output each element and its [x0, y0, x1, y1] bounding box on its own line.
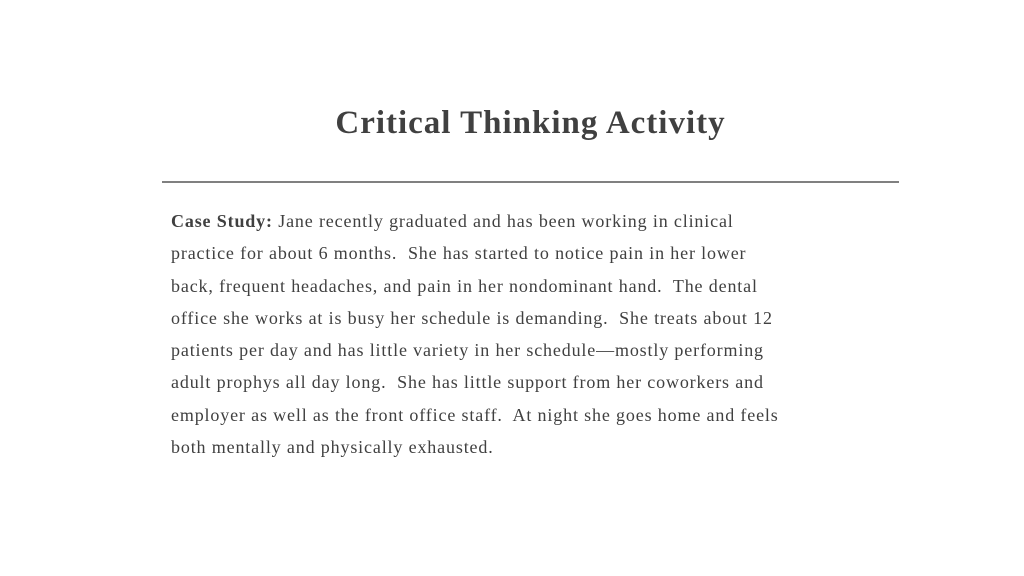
text-line-4: office she works at is busy her schedule is demanding. She treats about 12 — [171, 307, 773, 328]
text-line-6: adult prophys all day long. She has little support from her coworkers and — [171, 372, 764, 393]
text-line-1 — [171, 205, 891, 237]
title-divider — [162, 181, 899, 183]
text-line-1-content: Jane recently graduated and has been working in clinical — [272, 211, 734, 231]
text-line-3: back, frequent headaches, and pain in her nondominant hand. The dental — [171, 275, 758, 296]
text-line-7: employer as well as the front office staff. At night she goes home and feels — [171, 404, 779, 425]
text-line-2: practice for about 6 months. She has started to notice pain in her lower — [171, 243, 747, 264]
slide-title: Critical Thinking Activity — [335, 105, 726, 141]
case-study-label: Case Study: — [171, 211, 273, 231]
text-line-5: patients per day and has little variety in her schedule—mostly performing — [171, 340, 764, 361]
case-study-text — [171, 205, 891, 463]
text-line-8: both mentally and physically exhausted. — [171, 437, 494, 458]
